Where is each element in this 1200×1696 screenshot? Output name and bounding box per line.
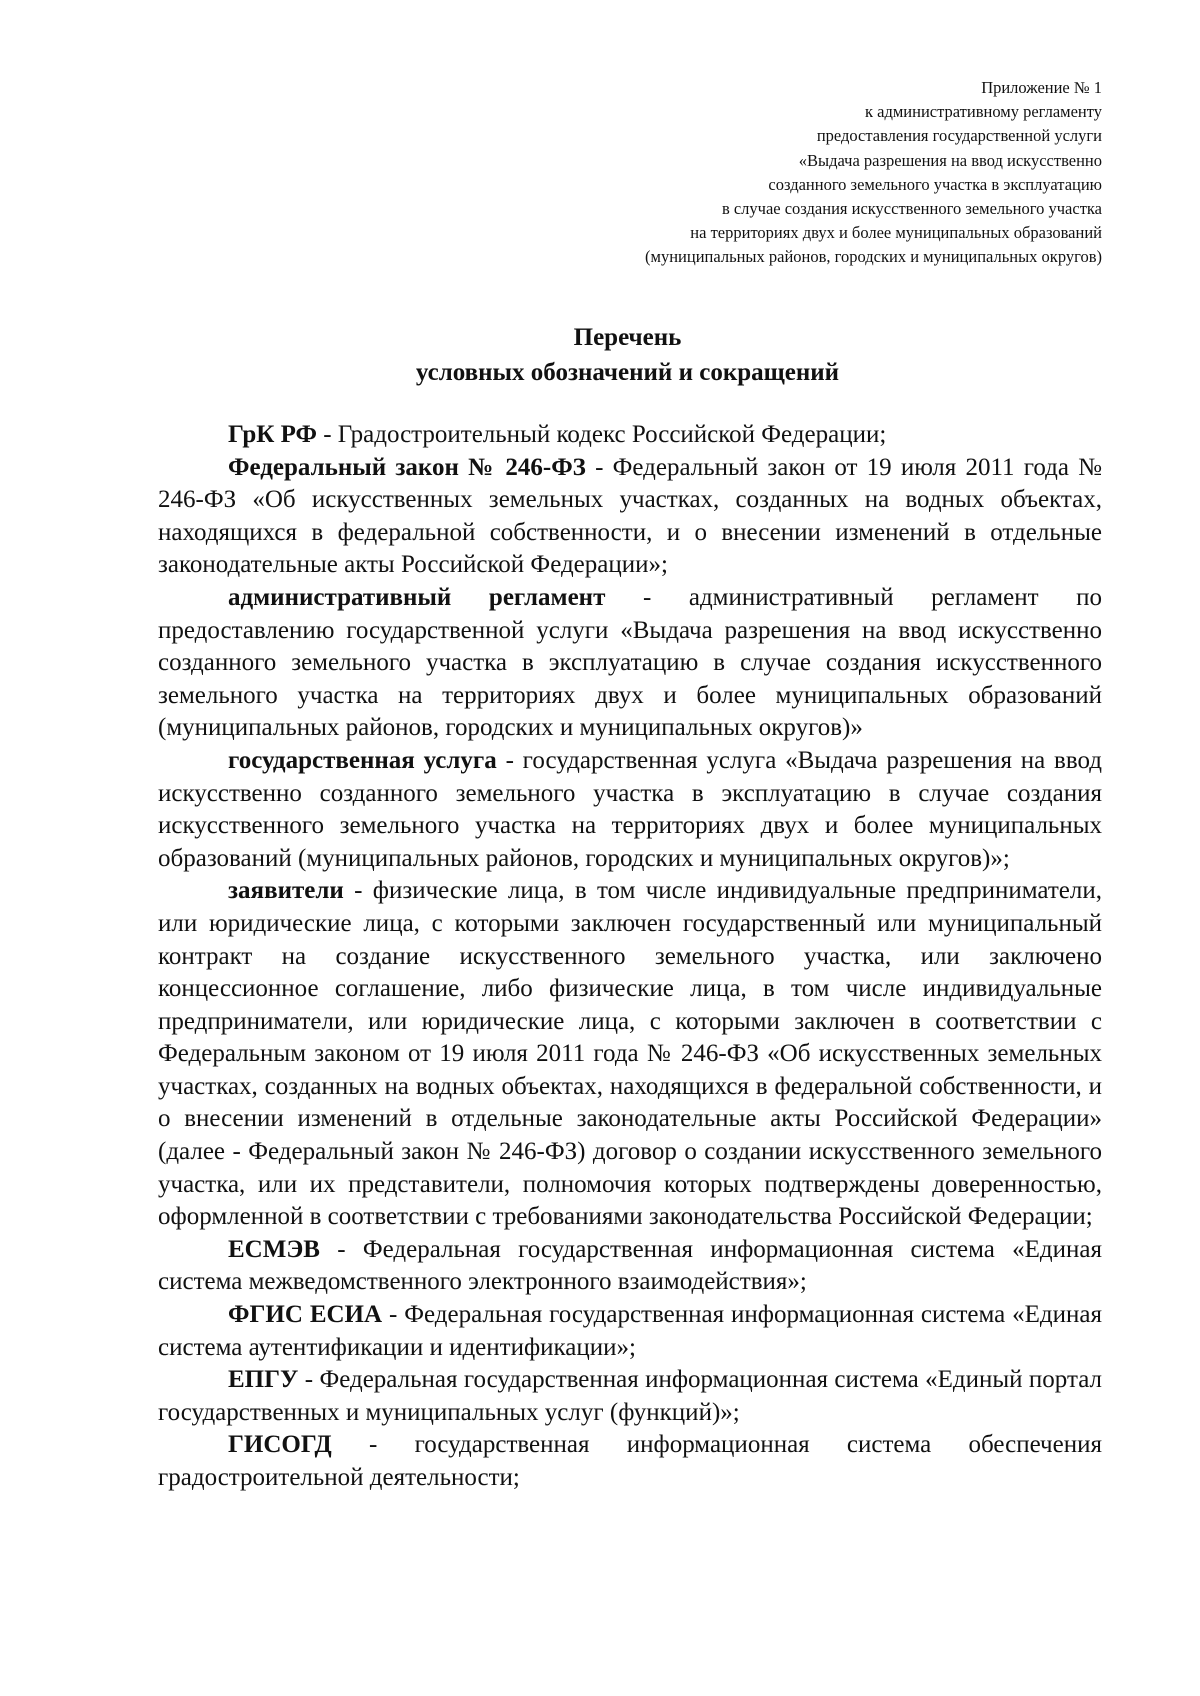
definition-item: [158, 1364, 1102, 1429]
definition-text: - государственная информационная система обеспечения градостроительной деятельности;: [158, 1431, 1102, 1491]
definition-item: [158, 582, 1102, 745]
definition-text: - государственная услуга «Выдача разрешения на ввод искусственно созданного земельного участка в эксплуатацию в случае создания искусственного земельного участка на территориях двух и более муниципальных образований (муниципальных районов, городских и муниципальных округов)»;: [158, 746, 1102, 872]
appendix-line: Приложение № 1: [981, 78, 1102, 97]
definition-item: [158, 452, 1102, 582]
definition-text: - административный регламент по предоставлению государственной услуги «Выдача разрешения на ввод искусственно созданного земельного участка в эксплуатацию в случае создания искусственного земельного участка на территориях двух и более муниципальных образований (муниципальных районов, городских и муниципальных округов)»: [158, 583, 1102, 742]
appendix-line: к административному регламенту: [865, 102, 1102, 122]
document-title: [0, 320, 1200, 390]
definition-term: ЕСМЭВ: [228, 1235, 320, 1263]
appendix-header: [462, 76, 1102, 270]
definition-item: [158, 1299, 1102, 1364]
definition-text: - Федеральный закон от 19 июля 2011 года № 246-ФЗ «Об искусственных земельных участках, созданных на водных объектах, находящихся в федеральной собственности, и о внесении изменений в отдельные законодательные акты Российской Федерации»;: [158, 453, 1102, 579]
definition-term: государственная услуга: [228, 746, 497, 774]
definition-text: - Федеральная государственная информационная система «Единая система межведомственного электронного взаимодействия»;: [158, 1235, 1102, 1296]
definition-term: ГИСОГД: [228, 1431, 332, 1459]
definitions-list: [158, 419, 1102, 1495]
definition-term: ГрК РФ: [228, 421, 317, 448]
definition-item: [158, 419, 1102, 452]
definition-term: ЕПГУ: [228, 1366, 299, 1394]
appendix-line: на территориях двух и более муниципальных образований: [690, 223, 1102, 243]
title-line-2: условных обозначений и сокращений: [415, 359, 840, 386]
definition-text: - Федеральная государственная информационная система «Единая система аутентификации и идентификации»;: [158, 1301, 1102, 1361]
definition-term: Федеральный закон № 246-ФЗ: [228, 453, 586, 481]
definition-term: заявители: [228, 877, 344, 905]
appendix-line: предоставления государственной услуги: [816, 126, 1102, 146]
definition-text: - физические лица, в том числе индивидуальные предприниматели, или юридические лица, с которыми заключен государственный или муниципальный контракт на создание искусственного земельного участка, или заключено концессионное соглашение, либо физические лица, в том числе индивидуальные предприниматели, или юридические лица, с которыми заключен в соответствии с Федеральным законом от 19 июля 2011 года № 246-ФЗ «Об искусственных земельных участках, созданных на водных объектах, находящихся в федеральной собственности, и о внесении изменений в отдельные законодательные акты Российской Федерации» (далее - Федеральный закон № 246-ФЗ) договор о создании искусственного земельного участка, или их представители, полномочия которых подтверждены доверенностью, оформленной в соответствии с требованиями законодательства Российской Федерации;: [158, 877, 1102, 1231]
appendix-line: «Выдача разрешения на ввод искусственно: [798, 150, 1102, 170]
definition-term: ФГИС ЕСИА: [228, 1301, 383, 1329]
definition-term: административный регламент: [228, 583, 606, 611]
definition-item: [158, 1234, 1102, 1299]
definition-text: - Градостроительный кодекс Российской Федерации;: [316, 421, 887, 448]
definition-text: - Федеральная государственная информационная система «Единый портал государственных и муниципальных услуг (функций)»;: [158, 1366, 1102, 1426]
definition-item: [158, 875, 1102, 1234]
definition-item: [158, 745, 1102, 875]
appendix-line: в случае создания искусственного земельного участка: [721, 199, 1102, 219]
definition-item: [158, 1429, 1102, 1494]
appendix-line: (муниципальных районов, городских и муниципальных округов): [645, 247, 1102, 267]
appendix-line: созданного земельного участка в эксплуатацию: [768, 174, 1102, 194]
title-line-1: Перечень: [573, 324, 682, 351]
